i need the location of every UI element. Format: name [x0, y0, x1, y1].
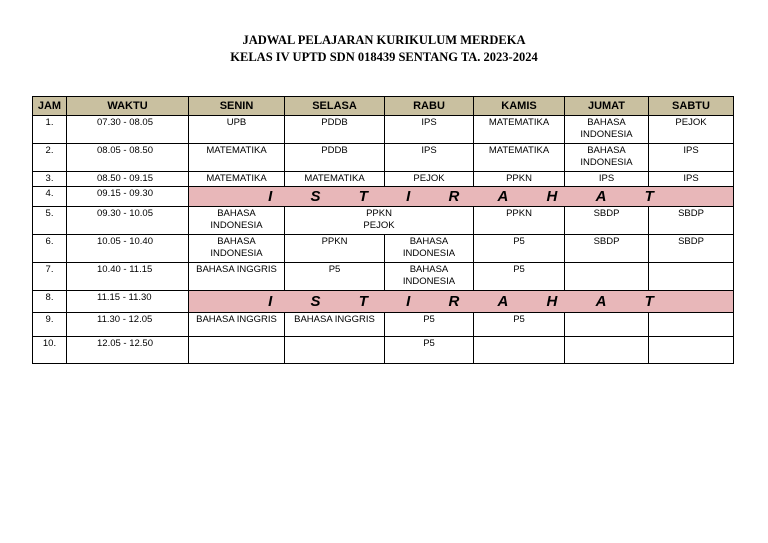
istirahat-banner — [189, 291, 734, 313]
break-letter: H — [546, 292, 558, 310]
istirahat-banner — [189, 187, 734, 207]
cell-senin: BAHASA INDONESIA — [189, 207, 285, 235]
cell-jam: 7. — [33, 263, 67, 291]
header-sabtu: SABTU — [649, 97, 734, 116]
break-letter: T — [644, 292, 654, 310]
cell-kamis: PPKN — [474, 172, 565, 187]
cell-kamis: PPKN — [474, 207, 565, 235]
document-title: JADWAL PELAJARAN KURIKULUM MERDEKA — [242, 33, 526, 47]
header-kamis: KAMIS — [474, 97, 565, 116]
cell-jam: 6. — [33, 235, 67, 263]
cell-waktu: 09.15 - 09.30 — [67, 187, 189, 207]
break-row — [33, 187, 734, 207]
cell-waktu: 10.05 - 10.40 — [67, 235, 189, 263]
cell-rabu: P5 — [385, 313, 474, 337]
cell-senin: BAHASA INGGRIS — [189, 263, 285, 291]
cell-senin — [189, 337, 285, 364]
break-letter: T — [644, 187, 654, 205]
cell-rabu: BAHASA INDONESIA — [385, 263, 474, 291]
header-waktu: WAKTU — [67, 97, 189, 116]
table-row — [33, 116, 734, 144]
cell-kamis: P5 — [474, 235, 565, 263]
break-letter: I — [406, 292, 411, 310]
merged-line-1: PPKN — [366, 208, 392, 219]
break-letter: A — [497, 187, 509, 205]
cell-jumat: IPS — [565, 172, 649, 187]
cell-kamis: P5 — [474, 263, 565, 291]
cell-sabtu: SBDP — [649, 235, 734, 263]
cell-jumat — [565, 337, 649, 364]
cell-waktu: 11.30 - 12.05 — [67, 313, 189, 337]
cell-sabtu: SBDP — [649, 207, 734, 235]
cell-jam: 4. — [33, 187, 67, 207]
break-letter: R — [448, 292, 460, 310]
cell-sabtu — [649, 263, 734, 291]
cell-jumat: BAHASA INDONESIA — [565, 144, 649, 172]
cell-waktu: 12.05 - 12.50 — [67, 337, 189, 364]
cell-selasa: P5 — [285, 263, 385, 291]
cell-jam: 10. — [33, 337, 67, 364]
cell-senin: MATEMATIKA — [189, 144, 285, 172]
cell-rabu: BAHASA INDONESIA — [385, 235, 474, 263]
cell-senin: UPB — [189, 116, 285, 144]
break-letter: A — [595, 292, 607, 310]
cell-selasa-rabu — [285, 207, 474, 235]
break-letter: I — [268, 187, 273, 205]
break-letter: R — [448, 187, 460, 205]
cell-waktu: 07.30 - 08.05 — [67, 116, 189, 144]
cell-selasa: PDDB — [285, 144, 385, 172]
cell-senin: BAHASA INGGRIS — [189, 313, 285, 337]
cell-waktu: 08.50 - 09.15 — [67, 172, 189, 187]
break-letter: T — [358, 292, 368, 310]
cell-selasa — [285, 337, 385, 364]
cell-rabu: P5 — [385, 337, 474, 364]
cell-kamis: MATEMATIKA — [474, 116, 565, 144]
cell-jam: 5. — [33, 207, 67, 235]
cell-senin: BAHASA INDONESIA — [189, 235, 285, 263]
header-rabu: RABU — [385, 97, 474, 116]
header-senin: SENIN — [189, 97, 285, 116]
cell-jumat — [565, 263, 649, 291]
table-row — [33, 313, 734, 337]
break-row — [33, 291, 734, 313]
cell-sabtu — [649, 313, 734, 337]
break-letter: I — [406, 187, 411, 205]
cell-selasa: MATEMATIKA — [285, 172, 385, 187]
cell-kamis: P5 — [474, 313, 565, 337]
break-letter: A — [497, 292, 509, 310]
table-row — [33, 144, 734, 172]
cell-sabtu: IPS — [649, 172, 734, 187]
cell-selasa: PPKN — [285, 235, 385, 263]
cell-jam: 2. — [33, 144, 67, 172]
cell-waktu: 08.05 - 08.50 — [67, 144, 189, 172]
header-selasa: SELASA — [285, 97, 385, 116]
cell-sabtu: PEJOK — [649, 116, 734, 144]
header-jam: JAM — [33, 97, 67, 116]
cell-jam: 8. — [33, 291, 67, 313]
cell-jumat: BAHASA INDONESIA — [565, 116, 649, 144]
cell-sabtu — [649, 337, 734, 364]
break-letter: T — [358, 187, 368, 205]
table-row — [33, 263, 734, 291]
table-row — [33, 337, 734, 364]
break-letter: I — [268, 292, 273, 310]
break-letter: H — [546, 187, 558, 205]
cell-rabu: IPS — [385, 116, 474, 144]
cell-senin: MATEMATIKA — [189, 172, 285, 187]
break-letter: S — [310, 187, 321, 205]
table-row — [33, 172, 734, 187]
cell-rabu: PEJOK — [385, 172, 474, 187]
table-row — [33, 207, 734, 235]
schedule-table — [32, 96, 734, 364]
header-jumat: JUMAT — [565, 97, 649, 116]
cell-jam: 1. — [33, 116, 67, 144]
cell-sabtu: IPS — [649, 144, 734, 172]
table-row — [33, 235, 734, 263]
cell-jumat: SBDP — [565, 207, 649, 235]
cell-jam: 9. — [33, 313, 67, 337]
header-row — [33, 97, 734, 116]
cell-jam: 3. — [33, 172, 67, 187]
cell-jumat — [565, 313, 649, 337]
cell-kamis: MATEMATIKA — [474, 144, 565, 172]
cell-waktu: 11.15 - 11.30 — [67, 291, 189, 313]
cell-waktu: 10.40 - 11.15 — [67, 263, 189, 291]
cell-selasa: BAHASA INGGRIS — [285, 313, 385, 337]
cell-rabu: IPS — [385, 144, 474, 172]
document-subtitle: KELAS IV UPTD SDN 018439 SENTANG TA. 2023-2024 — [230, 50, 538, 64]
merged-line-2: PEJOK — [363, 220, 395, 231]
cell-waktu: 09.30 - 10.05 — [67, 207, 189, 235]
cell-jumat: SBDP — [565, 235, 649, 263]
break-letter: S — [310, 292, 321, 310]
cell-kamis — [474, 337, 565, 364]
break-letter: A — [595, 187, 607, 205]
cell-selasa: PDDB — [285, 116, 385, 144]
